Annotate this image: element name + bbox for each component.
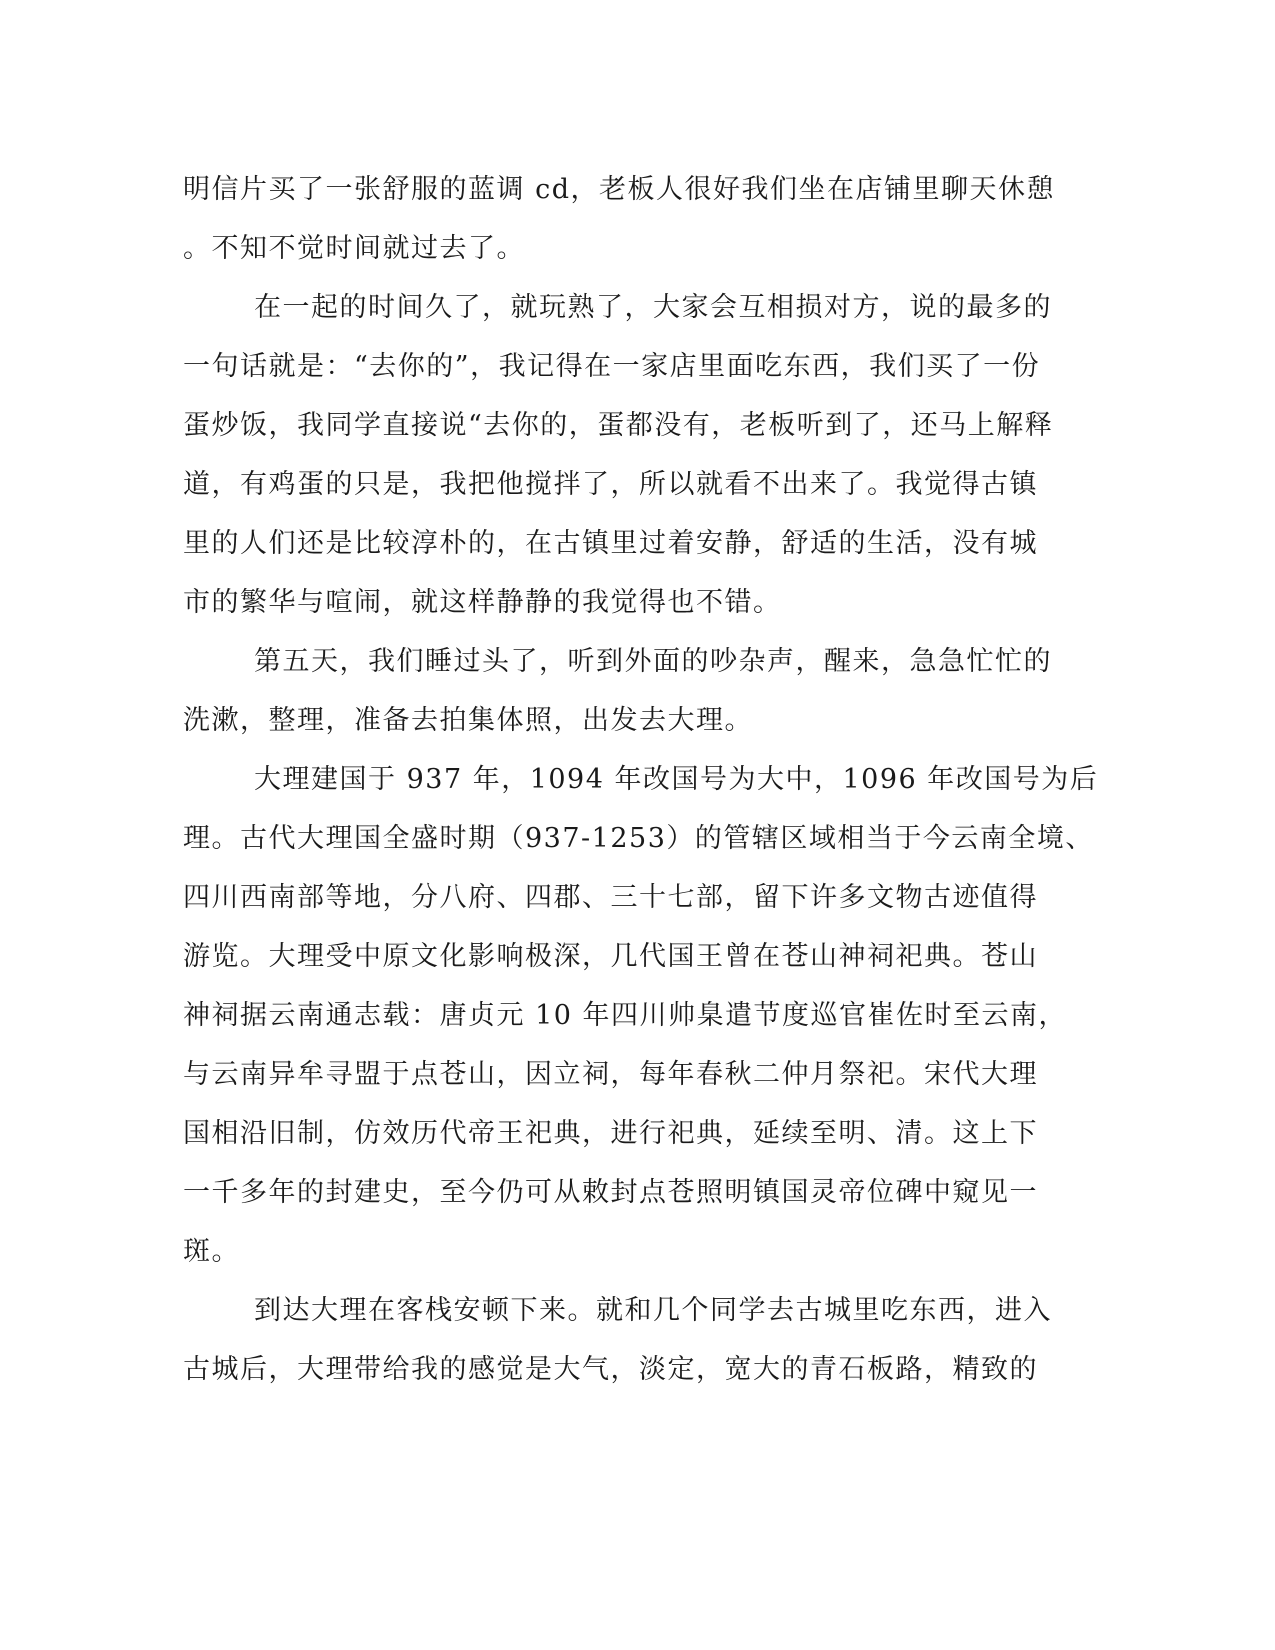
text-line: 四川西南部等地，分八府、四郡、三十七部，留下许多文物古迹值得 [183, 882, 1038, 913]
text-line: 明信片买了一张舒服的蓝调 cd，老板人很好我们坐在店铺里聊天休憩 [183, 174, 1055, 205]
text-line: 道，有鸡蛋的只是，我把他搅拌了，所以就看不出来了。我觉得古镇 [183, 469, 1038, 500]
paragraph-start-line: 第五天，我们睡过头了，听到外面的吵杂声，醒来，急急忙忙的 [254, 646, 1052, 677]
document-body [183, 160, 1099, 1399]
text-line: 古城后，大理带给我的感觉是大气，淡定，宽大的青石板路，精致的 [183, 1354, 1038, 1385]
text-line: 蛋炒饭，我同学直接说“去你的，蛋都没有，老板听到了，还马上解释 [183, 410, 1054, 441]
text-line: 与云南异牟寻盟于点苍山，因立祠，每年春秋二仲月祭祀。宋代大理 [183, 1059, 1038, 1090]
text-line: 游览。大理受中原文化影响极深，几代国王曾在苍山神祠祀典。苍山 [183, 941, 1038, 972]
text-line: 洗漱，整理，准备去拍集体照，出发去大理。 [183, 705, 753, 736]
text-line: 斑。 [183, 1236, 240, 1267]
text-line: 国相沿旧制，仿效历代帝王祀典，进行祀典，延续至明、清。这上下 [183, 1118, 1038, 1149]
paragraph-start-line: 大理建国于 937 年，1094 年改国号为大中，1096 年改国号为后 [254, 764, 1099, 795]
paragraph-start-line: 到达大理在客栈安顿下来。就和几个同学去古城里吃东西，进入 [254, 1295, 1052, 1326]
text-line: 神祠据云南通志载：唐贞元 10 年四川帅臬遣节度巡官崔佐时至云南， [183, 1000, 1068, 1031]
text-line: 。不知不觉时间就过去了。 [183, 233, 525, 264]
text-line: 一句话就是：“去你的”，我记得在一家店里面吃东西，我们买了一份 [183, 351, 1041, 382]
paragraph-start-line: 在一起的时间久了，就玩熟了，大家会互相损对方，说的最多的 [254, 292, 1052, 323]
text-line: 一千多年的封建史，至今仍可从敕封点苍照明镇国灵帝位碑中窥见一 [183, 1177, 1038, 1208]
text-line: 理。古代大理国全盛时期（937-1253）的管辖区域相当于今云南全境、 [183, 823, 1094, 854]
text-line: 市的繁华与喧闹，就这样静静的我觉得也不错。 [183, 587, 782, 618]
text-line: 里的人们还是比较淳朴的，在古镇里过着安静，舒适的生活，没有城 [183, 528, 1038, 559]
